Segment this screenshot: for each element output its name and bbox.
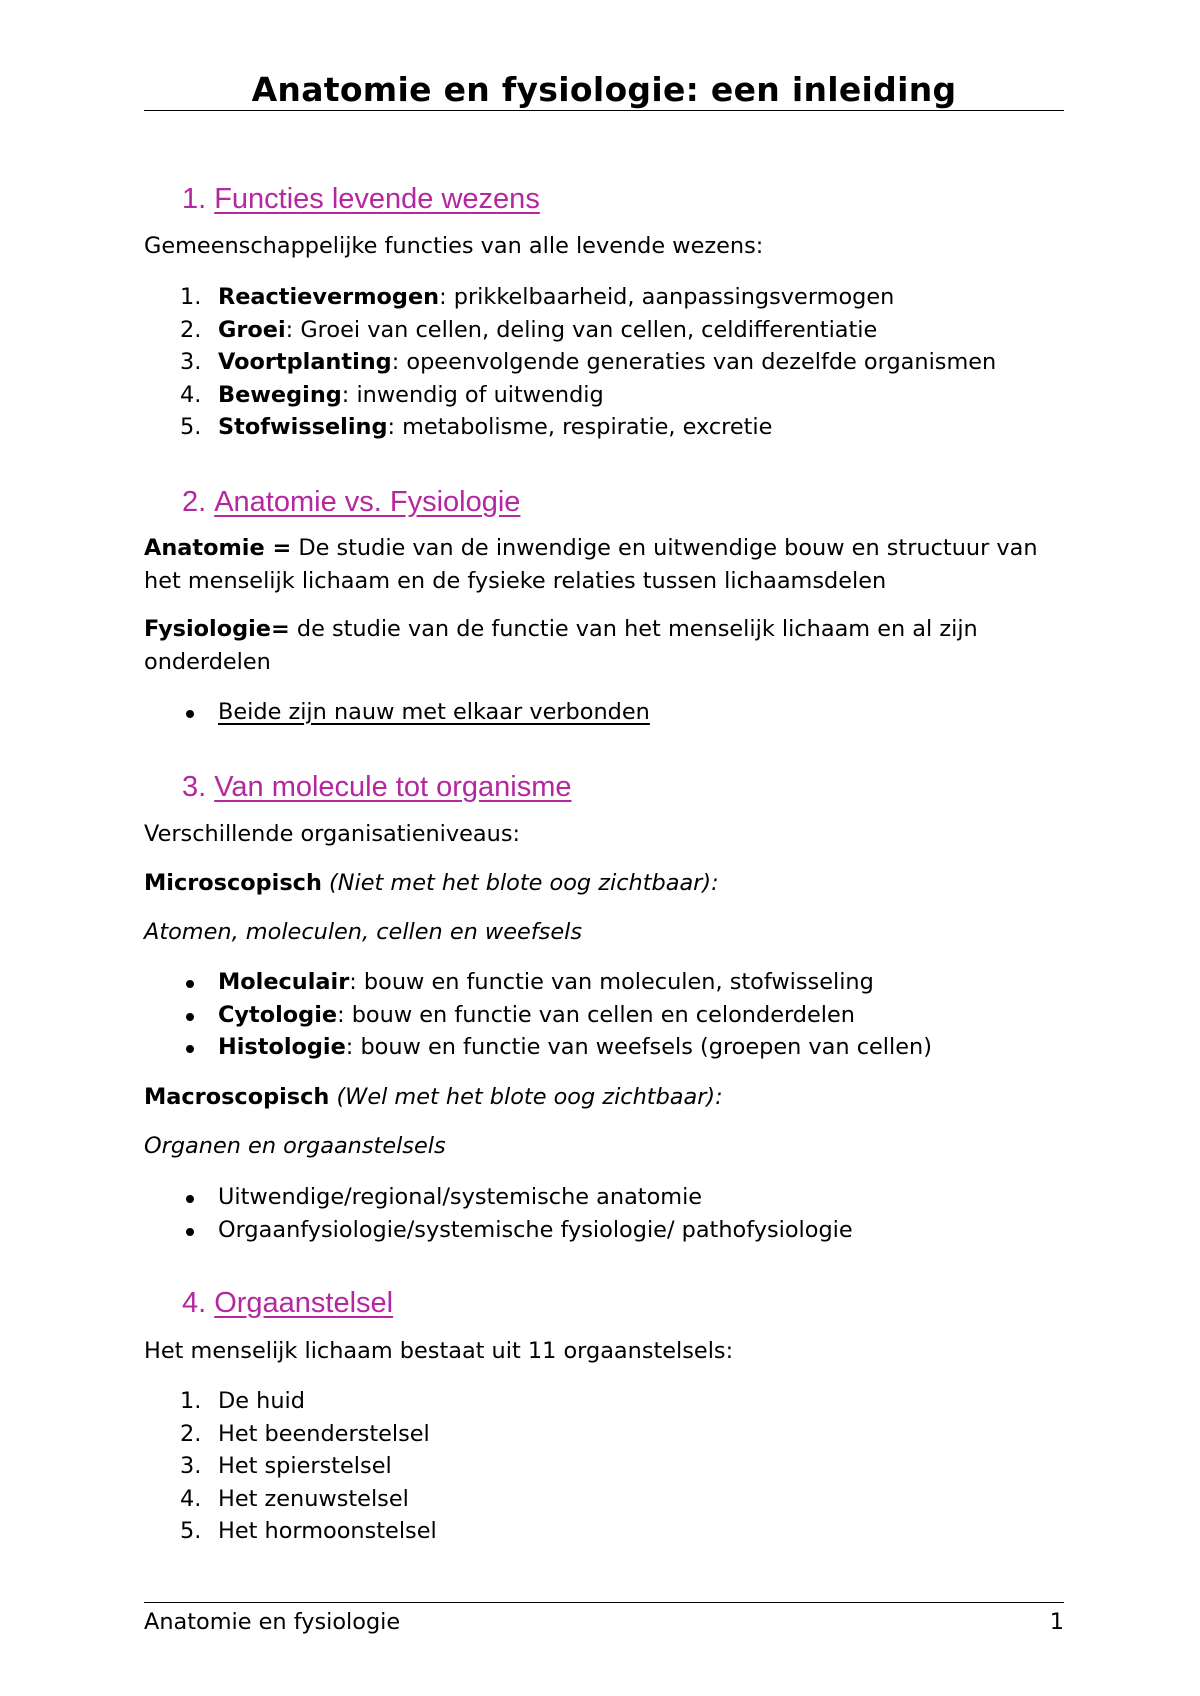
- section-1-title: Functies levende wezens: [214, 183, 540, 215]
- title-divider: [144, 110, 1064, 111]
- list-item: [144, 411, 1064, 444]
- anatomie-term: Anatomie =: [144, 535, 292, 561]
- bullet-dot: [186, 710, 194, 718]
- macroscopic-list: [144, 1181, 1064, 1246]
- list-term: Groei: [218, 316, 286, 343]
- section-2-number: 2.: [182, 486, 207, 518]
- list-term: Beweging: [218, 381, 342, 408]
- list-number: 4.: [180, 381, 202, 408]
- list-term: Moleculair: [218, 969, 350, 995]
- list-number: 3.: [180, 349, 202, 375]
- list-text: : metabolisme, respiratie, excretie: [387, 414, 773, 440]
- bullet-dot: [186, 980, 194, 988]
- section-2-heading: [182, 485, 520, 519]
- microscopisch-sub-text: Atomen, moleculen, cellen en weefsels: [144, 919, 583, 945]
- list-item: [144, 999, 1064, 1032]
- list-text: : inwendig of uitwendig: [341, 381, 604, 408]
- list-text: Het hormoonstelsel: [218, 1518, 437, 1544]
- list-text: : Groei van cellen, deling van cellen, celdifferentiatie: [285, 316, 878, 343]
- list-item: [144, 1385, 1064, 1418]
- bullet-dot: [186, 1045, 194, 1053]
- footer-title: Anatomie en fysiologie: [144, 1609, 401, 1635]
- list-item: [144, 314, 1064, 347]
- microscopisch-note: (Niet met het blote oog zichtbaar):: [321, 870, 719, 896]
- list-item: [144, 1418, 1064, 1451]
- list-text: : bouw en functie van cellen en celonderdelen: [337, 1001, 855, 1028]
- list-text: Uitwendige/regional/systemische anatomie: [218, 1184, 703, 1210]
- list-number: 3.: [180, 1453, 202, 1479]
- list-number: 4.: [180, 1485, 202, 1512]
- macroscopisch-sub-text: Organen en orgaanstelsels: [144, 1133, 446, 1159]
- bullet-dot: [186, 1195, 194, 1203]
- document-page: [144, 0, 1064, 1696]
- list-number: 1.: [180, 1388, 202, 1414]
- section-2-title: Anatomie vs. Fysiologie: [214, 486, 521, 518]
- list-term: Cytologie: [218, 1001, 338, 1028]
- list-text: : opeenvolgende generaties van dezelfde organismen: [391, 349, 997, 375]
- microscopisch-subtitle: [144, 916, 1064, 949]
- section-4-intro: Het menselijk lichaam bestaat uit 11 orgaanstelsels:: [144, 1338, 734, 1364]
- list-text: De huid: [218, 1388, 305, 1414]
- organ-systems-list: [144, 1385, 1064, 1548]
- section-3-intro: Verschillende organisatieniveaus:: [144, 821, 521, 847]
- list-number: 2.: [180, 1420, 202, 1447]
- anatomie-definition: [144, 532, 1064, 598]
- list-term: Histologie: [218, 1034, 346, 1060]
- list-item: [144, 966, 1064, 999]
- section-4-number: 4.: [182, 1287, 207, 1319]
- list-text: Het beenderstelsel: [218, 1420, 430, 1447]
- document-title: Anatomie en fysiologie: een inleiding: [251, 70, 957, 109]
- list-term: Stofwisseling: [218, 414, 388, 440]
- list-number: 5.: [180, 414, 202, 440]
- list-text: : prikkelbaarheid, aanpassingsvermogen: [439, 284, 895, 310]
- list-number: 2.: [180, 316, 202, 343]
- list-item: [144, 1181, 1064, 1214]
- bullet-dot: [186, 1013, 194, 1021]
- list-item: [144, 379, 1064, 412]
- microscopisch-heading: [144, 867, 1064, 900]
- list-term: Reactievermogen: [218, 284, 440, 310]
- list-text: Orgaanfysiologie/systemische fysiologie/ pathofysiologie: [218, 1216, 853, 1243]
- list-item: [144, 1515, 1064, 1548]
- list-item: [144, 346, 1064, 379]
- list-item: [144, 1483, 1064, 1516]
- macroscopisch-note: (Wel met het blote oog zichtbaar):: [329, 1084, 723, 1110]
- section-3-number: 3.: [182, 771, 207, 803]
- section-4-heading: [182, 1286, 393, 1320]
- section-1-heading: [182, 182, 540, 216]
- section-1-number: 1.: [182, 183, 207, 215]
- list-text: Beide zijn nauw met elkaar verbonden: [218, 699, 650, 725]
- list-number: 5.: [180, 1518, 202, 1544]
- anatomie-text: De studie van de inwendige en uitwendige bouw en structuur van het menselijk lichaam en de fysieke relaties tussen lichaamsdelen: [144, 535, 1038, 594]
- list-item: [144, 1214, 1064, 1247]
- list-item: [144, 1031, 1064, 1064]
- section-2-bullets: [144, 696, 1064, 729]
- list-term: Voortplanting: [218, 349, 392, 375]
- macroscopisch-subtitle: [144, 1130, 1064, 1163]
- bullet-dot: [186, 1228, 194, 1236]
- functions-list: [144, 281, 1064, 444]
- list-text: : bouw en functie van moleculen, stofwisseling: [349, 969, 874, 995]
- section-1-intro: Gemeenschappelijke functies van alle levende wezens:: [144, 233, 764, 259]
- microscopisch-term: Microscopisch: [144, 870, 322, 896]
- macroscopisch-term: Macroscopisch: [144, 1084, 330, 1110]
- fysiologie-text: de studie van de functie van het menselijk lichaam en al zijn onderdelen: [144, 616, 978, 675]
- list-number: 1.: [180, 284, 202, 310]
- fysiologie-definition: [144, 613, 1064, 679]
- section-4-title: Orgaanstelsel: [214, 1287, 394, 1319]
- list-item: [144, 1450, 1064, 1483]
- section-3-heading: [182, 770, 572, 804]
- fysiologie-term: Fysiologie=: [144, 616, 290, 642]
- list-text: Het spierstelsel: [218, 1453, 392, 1479]
- list-item: [144, 696, 1064, 729]
- page-number: 1: [1049, 1609, 1064, 1635]
- section-3-title: Van molecule tot organisme: [214, 771, 572, 803]
- macroscopisch-heading: [144, 1081, 1064, 1114]
- list-text: : bouw en functie van weefsels (groepen van cellen): [345, 1034, 932, 1060]
- list-text: Het zenuwstelsel: [218, 1485, 409, 1512]
- list-item: [144, 281, 1064, 314]
- microscopic-list: [144, 966, 1064, 1064]
- footer-divider: [144, 1602, 1064, 1603]
